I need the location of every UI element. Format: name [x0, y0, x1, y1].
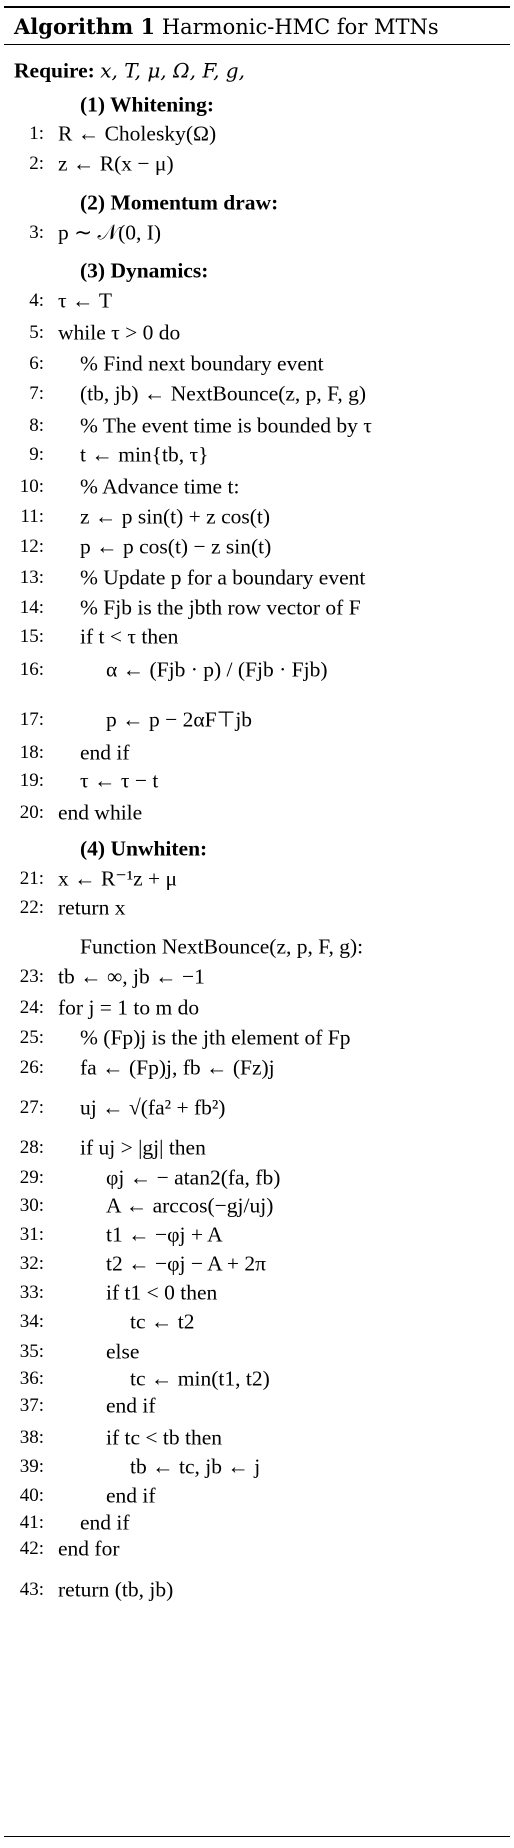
algorithm-line-39 [0, 1452, 514, 1482]
line-number: 7: [29, 383, 44, 404]
algorithm-line-29 [0, 1163, 514, 1193]
require-keyword: Require: [14, 58, 95, 83]
line-number: 21: [19, 868, 44, 889]
line-text: % Find next boundary event [80, 351, 324, 376]
line-text: z ← p sin(t) + z cos(t) [80, 504, 271, 529]
algorithm-line-6 [0, 349, 514, 379]
line-number: 42: [19, 1538, 44, 1559]
algorithm-line-7 [0, 379, 514, 409]
line-number: 20: [19, 802, 44, 823]
algorithm-title: Harmonic-HMC for MTNs [161, 15, 439, 39]
algorithm-line-19 [0, 766, 514, 796]
line-text: % (Fp)j is the jth element of Fp [80, 1025, 351, 1050]
algorithm-line-36 [0, 1364, 514, 1394]
line-number: 8: [29, 415, 44, 436]
line-number: 6: [29, 353, 44, 374]
algorithm-caption [14, 14, 439, 39]
line-text: else [106, 1339, 140, 1364]
algorithm-line-18 [0, 738, 514, 768]
algorithm-line-11 [0, 502, 514, 532]
algorithm-line-40 [0, 1481, 514, 1511]
algorithm-line-33 [0, 1278, 514, 1308]
line-text: if t < τ then [80, 624, 179, 649]
line-number: 31: [19, 1224, 44, 1245]
line-text: (3) Dynamics: [80, 258, 209, 283]
line-text: t2 ← −φj − A + 2π [106, 1251, 266, 1276]
line-number: 33: [19, 1282, 44, 1303]
line-text: R ← Cholesky(Ω) [58, 121, 217, 146]
line-number: 34: [19, 1311, 44, 1332]
line-number: 2: [29, 153, 44, 174]
line-number: 11: [20, 506, 44, 527]
line-number: 38: [19, 1427, 44, 1448]
algorithm-line-38 [0, 1423, 514, 1453]
line-number: 40: [19, 1485, 44, 1506]
line-text: p ← p cos(t) − z sin(t) [80, 534, 272, 559]
line-text: tc ← min(t1, t2) [130, 1366, 270, 1391]
line-number: 18: [19, 742, 44, 763]
algorithm-line-1 [0, 119, 514, 149]
line-text: φj ← − atan2(fa, fb) [106, 1165, 281, 1190]
algorithm-line-43 [0, 1575, 514, 1605]
line-number: 24: [19, 997, 44, 1018]
line-text: tc ← t2 [130, 1309, 195, 1334]
line-text: x ← R⁻¹z + μ [58, 866, 178, 891]
line-text: p ← p − 2αF⊤jb [106, 707, 253, 732]
line-text: if t1 < 0 then [106, 1280, 218, 1305]
algorithm-line-5 [0, 318, 514, 348]
line-text: % The event time is bounded by τ [80, 413, 372, 438]
line-text: end if [106, 1483, 156, 1508]
line-number: 16: [19, 659, 44, 680]
algorithm-line-31 [0, 1220, 514, 1250]
line-number: 4: [29, 290, 44, 311]
algorithm-line-4 [0, 286, 514, 316]
require-line [0, 56, 514, 86]
line-number: 41: [19, 1512, 44, 1533]
line-text: tb ← ∞, jb ← −1 [58, 964, 205, 989]
line-text: (2) Momentum draw: [80, 190, 279, 215]
algorithm-line-24 [0, 993, 514, 1023]
line-number: 23: [19, 966, 44, 987]
line-number: 5: [29, 322, 44, 343]
caption-rule [4, 44, 510, 45]
algorithm-line-9 [0, 440, 514, 470]
algorithm-line-25 [0, 1023, 514, 1053]
line-number: 17: [19, 709, 44, 730]
algorithm-line-8 [0, 411, 514, 441]
line-text: τ ← T [58, 288, 113, 313]
line-number: 39: [19, 1456, 44, 1477]
algorithm-line-21 [0, 864, 514, 894]
line-number: 10: [19, 476, 44, 497]
algorithm-line-30 [0, 1191, 514, 1221]
line-text: if uj > |gj| then [80, 1135, 206, 1160]
line-text: return x [58, 895, 126, 920]
line-number: 27: [19, 1097, 44, 1118]
algorithm-section-heading [0, 256, 514, 286]
line-number: 1: [29, 123, 44, 144]
line-text: end if [80, 1510, 130, 1535]
line-text: α ← (Fjb · p) / (Fjb · Fjb) [106, 657, 328, 682]
algorithm-line-17 [0, 705, 514, 735]
algorithm-section-heading [0, 834, 514, 864]
algorithm-line-22 [0, 893, 514, 923]
algorithm-line-37 [0, 1391, 514, 1421]
algorithm-section-heading [0, 90, 514, 120]
line-number: 13: [19, 567, 44, 588]
line-number: 26: [19, 1057, 44, 1078]
line-text: for j = 1 to m do [58, 995, 200, 1020]
line-text: end if [80, 740, 130, 765]
algorithm-line-32 [0, 1249, 514, 1279]
line-text: end if [106, 1393, 156, 1418]
line-text: p ∼ 𝒩(0, I) [58, 220, 162, 245]
line-number: 14: [19, 597, 44, 618]
line-text: A ← arccos(−gj/uj) [106, 1193, 274, 1218]
line-text: (4) Unwhiten: [80, 836, 208, 861]
line-text: τ ← τ − t [80, 768, 159, 793]
line-text: if tc < tb then [106, 1425, 223, 1450]
line-number: 35: [19, 1341, 44, 1362]
line-number: 3: [29, 222, 44, 243]
algorithm-line-35 [0, 1337, 514, 1367]
algorithm-line-20 [0, 798, 514, 828]
line-text: % Update p for a boundary event [80, 565, 366, 590]
algorithm-line-13 [0, 563, 514, 593]
line-text: return (tb, jb) [58, 1577, 174, 1602]
line-number: 30: [19, 1195, 44, 1216]
algorithm-line-34 [0, 1307, 514, 1337]
algorithm-line-12 [0, 532, 514, 562]
algorithm-line-28 [0, 1133, 514, 1163]
line-text: uj ← √(fa² + fb²) [80, 1095, 226, 1120]
algorithm-line-2 [0, 149, 514, 179]
algorithm-line-42 [0, 1534, 514, 1564]
line-number: 43: [19, 1579, 44, 1600]
line-text: % Fjb is the jbth row vector of F [80, 595, 361, 620]
line-text: fa ← (Fp)j, fb ← (Fz)j [80, 1055, 275, 1080]
algorithm-line-16 [0, 655, 514, 685]
algorithm-line-26 [0, 1053, 514, 1083]
line-number: 22: [19, 897, 44, 918]
line-text: end for [58, 1536, 120, 1561]
line-number: 25: [19, 1027, 44, 1048]
line-text: t ← min{tb, τ} [80, 442, 209, 467]
algorithm-line-3 [0, 218, 514, 248]
line-text: while τ > 0 do [58, 320, 181, 345]
require-inputs: x, T, μ, Ω, F, g, [100, 58, 245, 83]
algorithm-label: Algorithm 1 [14, 14, 156, 39]
line-text: Function NextBounce(z, p, F, g): [80, 934, 364, 959]
line-text: (tb, jb) ← NextBounce(z, p, F, g) [80, 381, 367, 406]
top-rule [4, 6, 510, 8]
line-text: % Advance time t: [80, 474, 240, 499]
line-text: tb ← tc, jb ← j [130, 1454, 261, 1479]
line-number: 29: [19, 1167, 44, 1188]
line-text: z ← R(x − μ) [58, 151, 174, 176]
line-number: 19: [19, 770, 44, 791]
algorithm-line-23 [0, 962, 514, 992]
line-text: (1) Whitening: [80, 92, 214, 117]
line-number: 32: [19, 1253, 44, 1274]
algorithm-section-heading [0, 932, 514, 962]
algorithm-line-27 [0, 1093, 514, 1123]
line-number: 15: [19, 626, 44, 647]
line-number: 37: [19, 1395, 44, 1416]
line-number: 12: [19, 536, 44, 557]
algorithm-line-10 [0, 472, 514, 502]
line-number: 28: [19, 1137, 44, 1158]
algorithm-line-14 [0, 593, 514, 623]
line-text: end while [58, 800, 143, 825]
algorithm-line-15 [0, 622, 514, 652]
line-number: 36: [19, 1368, 44, 1389]
line-text: t1 ← −φj + A [106, 1222, 223, 1247]
line-number: 9: [29, 444, 44, 465]
algorithm-section-heading [0, 188, 514, 218]
bottom-rule [4, 1836, 510, 1837]
